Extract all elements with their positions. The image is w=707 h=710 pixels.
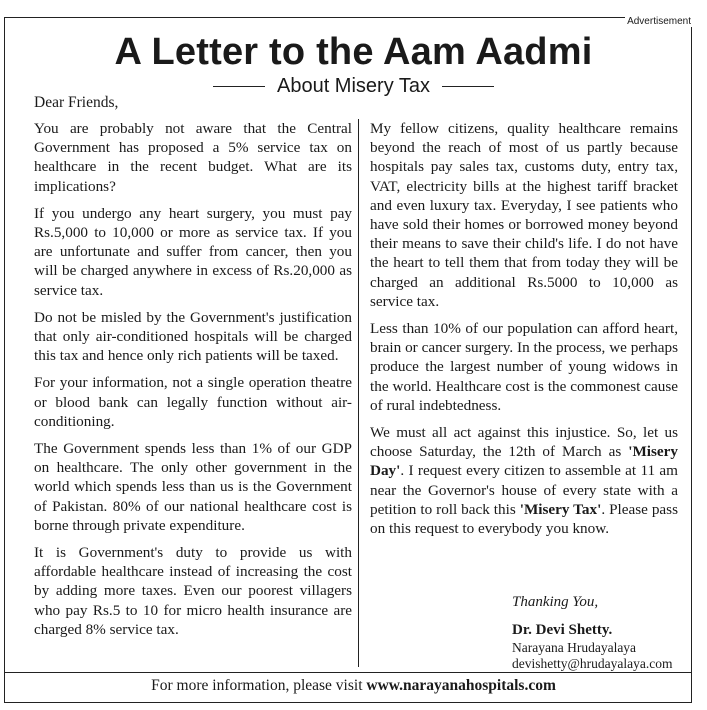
cta-text: . I request every citizen to assemble at 11 am near the Governor's house of every state with a petition to roll back this [370,462,678,518]
column-divider [358,119,359,667]
signature-block [512,592,673,672]
advertisement-label: Advertisement [627,16,691,27]
signer-email[interactable]: devishetty@hrudayalaya.com [512,656,673,671]
right-column [370,119,678,546]
paragraph: It is Government's duty to provide us with affordable healthcare instead of increasing the cost by adding more taxes. Even our poorest villagers who pay Rs.5 to 10 for micro health insurance are charged 8% service tax. [34,544,352,638]
paragraph: The Government spends less than 1% of our GDP on healthcare. The only other government in the world which spends less than us is the Government of Pakistan. 80% of our national healthcare cost is borne through private expenditure. [34,440,352,534]
left-column [34,119,352,647]
paragraph: For your information, not a single operation theatre or blood bank can legally function without air-conditioning. [34,374,352,430]
paragraph: You are probably not aware that the Central Government has proposed a 5% service tax on healthcare in the recent budget. What are its implications? [34,120,352,195]
paragraph: Do not be misled by the Government's justification that only air-conditioned hospitals will be charged this tax and hence only rich patients will be taxed. [34,308,352,365]
paragraph: Less than 10% of our population can afford heart, brain or cancer surgery. In the process, we perhaps produce the largest number of young widows in the world. Healthcare cost is the commonest cause of rural indebtedness. [370,320,678,414]
headline: A Letter to the Aam Aadmi [114,31,593,73]
signer-name: Dr. Devi Shetty. [512,622,613,638]
footer [0,677,707,695]
subheadline: About Misery Tax [276,75,431,97]
footer-prefix: For more information, please visit [151,677,367,694]
misery-tax-highlight: 'Misery Tax' [519,500,602,518]
footer-rule [4,672,692,673]
misery-day-highlight: 'Misery Day' [370,443,678,480]
paragraph: If you undergo any heart surgery, you must pay Rs.5,000 to 10,000 or more as service tax. If you are unfortunate and suffer from cancer, then you will be charged anywhere in excess of Rs.20,000 as service tax. [34,204,352,299]
subheadline-left-rule [213,86,265,87]
call-to-action-paragraph [370,423,678,538]
closing: Thanking You, [512,594,599,610]
footer-url-link[interactable]: www.narayanahospitals.com [366,677,556,694]
subheadline-right-rule [442,86,494,87]
cta-text: We must all act against this injustice. So, let us choose Saturday, the 12th of March as [370,424,678,461]
signer-organization: Narayana Hrudayalaya [512,640,637,655]
paragraph: My fellow citizens, quality healthcare remains beyond the reach of most of us partly because hospitals pay sales tax, customs duty, entry tax, VAT, electricity bills at the highest tariff bracket and even luxury tax. Everyday, I see patients who have sold their homes or borrowed money beyond their means to save their child's life. I do not have the heart to tell them that from today they will be charged an additional Rs.5000 to 10,000 as service tax. [370,120,678,310]
cta-text: . Please pass on this request to everybody you know. [370,500,678,538]
salutation: Dear Friends, [34,94,119,111]
